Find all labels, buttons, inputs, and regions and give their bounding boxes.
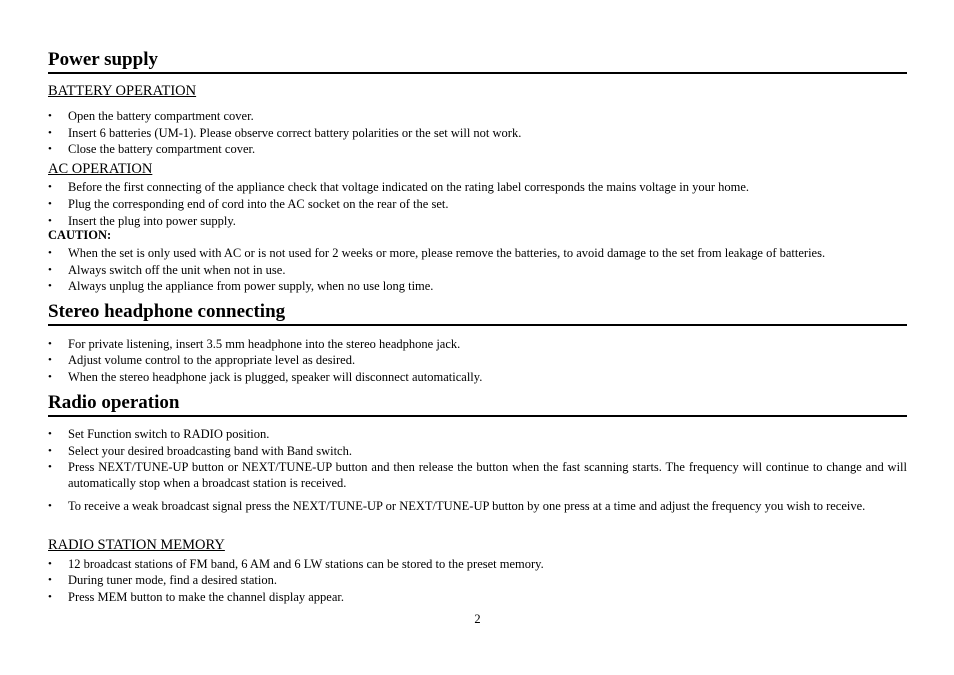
section-title-power-supply: Power supply <box>48 49 907 74</box>
bullet-icon: • <box>48 338 52 350</box>
list-item: • For private listening, insert 3.5 mm headphone into the stereo headphone jack. <box>48 337 461 351</box>
list-item: • When the set is only used with AC or is not used for 2 weeks or more, please remove the batteries, to avoid damage to the set from leakage of batteries. <box>48 246 826 260</box>
list-item: • To receive a weak broadcast signal press the NEXT/TUNE-UP or NEXT/TUNE-UP button by one press at a time and adjust the frequency you wish to receive. <box>48 499 866 513</box>
bullet-icon: • <box>48 143 52 155</box>
bullet-icon: • <box>48 371 52 383</box>
bullet-icon: • <box>48 591 52 603</box>
list-item: • During tuner mode, find a desired station. <box>48 573 277 587</box>
bullet-icon: • <box>48 198 52 210</box>
bullet-icon: • <box>48 428 52 440</box>
section-title-radio-operation: Radio operation <box>48 392 907 417</box>
bullet-icon: • <box>48 127 52 139</box>
page-number: 2 <box>474 612 481 626</box>
list-item: • Always switch off the unit when not in use. <box>48 263 286 277</box>
list-item: • Select your desired broadcasting band with Band switch. <box>48 444 352 458</box>
bullet-icon: • <box>48 181 52 193</box>
list-item: • Press MEM button to make the channel display appear. <box>48 590 344 604</box>
bullet-icon: • <box>48 110 52 122</box>
bullet-icon: • <box>48 500 52 512</box>
list-item: • 12 broadcast stations of FM band, 6 AM and 6 LW stations can be stored to the preset memory. <box>48 557 544 571</box>
list-item: • Press NEXT/TUNE-UP button or NEXT/TUNE-UP button and then release the button when the fast scanning starts. The frequency will continue to change and will automatically stop when a broadcast station is received. <box>48 460 907 490</box>
list-item: • When the stereo headphone jack is plugged, speaker will disconnect automatically. <box>48 370 483 384</box>
subheading-radio-station-memory: RADIO STATION MEMORY <box>48 537 225 553</box>
list-item: • Open the battery compartment cover. <box>48 109 254 123</box>
bullet-icon: • <box>48 247 52 259</box>
bullet-icon: • <box>48 574 52 586</box>
caution-label: CAUTION: <box>48 228 112 242</box>
subheading-battery-operation: BATTERY OPERATION <box>48 83 197 99</box>
list-item: • Always unplug the appliance from power supply, when no use long time. <box>48 279 434 293</box>
bullet-icon: • <box>48 445 52 457</box>
bullet-icon: • <box>48 461 52 473</box>
subheading-ac-operation: AC OPERATION <box>48 161 153 177</box>
bullet-icon: • <box>48 215 52 227</box>
list-item: • Set Function switch to RADIO position. <box>48 427 270 441</box>
bullet-icon: • <box>48 264 52 276</box>
bullet-icon: • <box>48 558 52 570</box>
list-item: • Plug the corresponding end of cord into the AC socket on the rear of the set. <box>48 197 449 211</box>
list-item: • Adjust volume control to the appropriate level as desired. <box>48 353 356 367</box>
section-title-stereo-headphone: Stereo headphone connecting <box>48 301 907 326</box>
bullet-icon: • <box>48 280 52 292</box>
list-item: • Insert 6 batteries (UM-1). Please observe correct battery polarities or the set will not work. <box>48 126 522 140</box>
list-item: • Before the first connecting of the appliance check that voltage indicated on the rating label corresponds the mains voltage in your home. <box>48 180 750 194</box>
list-item: • Insert the plug into power supply. <box>48 214 236 228</box>
bullet-icon: • <box>48 354 52 366</box>
list-item: • Close the battery compartment cover. <box>48 142 256 156</box>
